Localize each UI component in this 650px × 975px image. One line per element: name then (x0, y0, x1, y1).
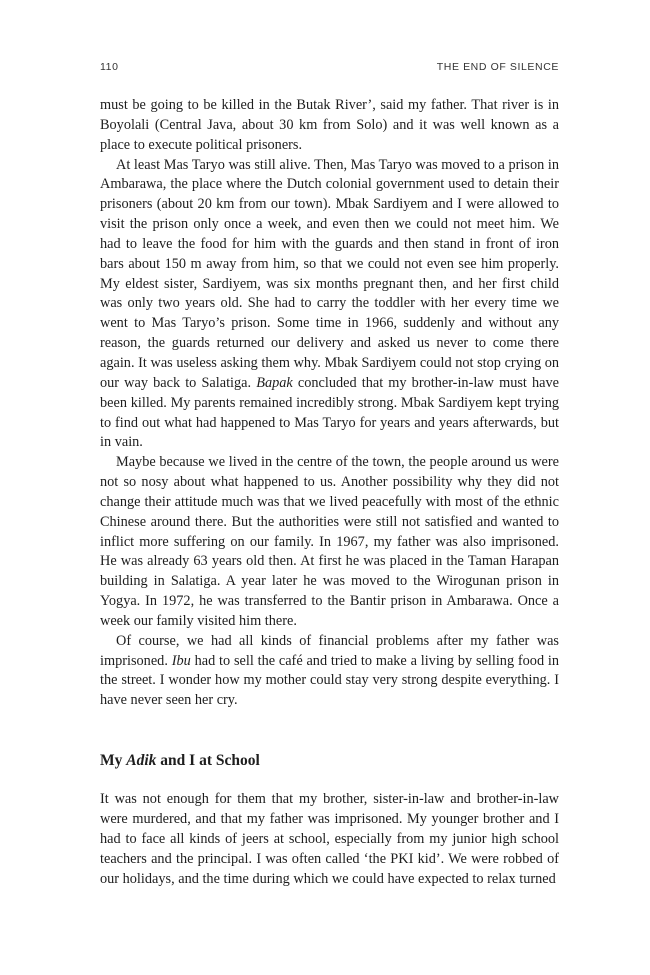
paragraph-4 (100, 632, 559, 711)
paragraph-5: It was not enough for them that my brother, sister-in-law and brother-in-law were murdered, and that my father was imprisoned. My younger brother and I had to face all kinds of jeers at school, especially from my junior high school teachers and the principal. I was often called ‘the PKI kid’. We were robbed of our holidays, and the time during which we could have expected to relax turned (100, 791, 559, 887)
paragraph-2 (100, 156, 559, 454)
paragraph-4-text-b: had to sell the café and tried to make a living by selling food in the street. I wonder how my mother could stay very strong despite everything. I have never seen her cry. (100, 652, 560, 709)
section-heading (100, 751, 559, 771)
paragraph-1: must be going to be killed in the Butak River’, said my father. That river is in Boyolali (Central Java, about 30 km from Solo) and it was well known as a place to execute political prisoners. (100, 97, 559, 153)
paragraph-2-text-b: concluded that my brother-in-law must have been killed. My parents remained incredibly strong. Mbak Sardiyem kept trying to find out what had happened to Mas Taryo for years and years afterwards, but in vain. (100, 374, 559, 451)
running-title: THE END OF SILENCE (436, 61, 559, 73)
paragraph-2-italic: Bapak (256, 374, 293, 391)
paragraph-4-text-a: Of course, we had all kinds of financial problems after my father was imprisoned. (100, 632, 559, 669)
paragraph-4-italic: Ibu (171, 652, 191, 669)
section-heading-b: and I at School (160, 752, 260, 770)
section-heading-italic: Adik (126, 752, 157, 770)
running-head (100, 61, 559, 75)
paragraph-3: Maybe because we lived in the centre of the town, the people around us were not so nosy about what happened to us. Another possibility why they did not change their attitude much was that we lived peacefully with most of the ethnic Chinese around there. But the authorities were still not satisfied and wanted to inflict more suffering on our family. In 1967, my father was also imprisoned. He was already 63 years old then. At first he was placed in the Taman Harapan building in Salatiga. A year later he was moved to the Wirogunan prison in Yogya. In 1972, he was transferred to the Bantir prison in Ambarawa. Once a week our family visited him there. (100, 454, 559, 629)
paragraph-2-text-a: At least Mas Taryo was still alive. Then, Mas Taryo was moved to a prison in Ambarawa, the place where the Dutch colonial government used to detain their prisoners (about 20 km from our town). Mbak Sardiyem and I were allowed to visit the prison only once a week, and even then we could not meet him. We had to leave the food for him with the guards and then stand in front of iron bars about 150 m away from him, so that we could not even see him properly. My eldest sister, Sardiyem, was six months pregnant then, and her first child was only two years old. She had to carry the toddler with her every time we went to Mas Taryo’s prison. Some time in 1966, suddenly and without any reason, the guards returned our delivery and asked us never to come there again. It was useless asking them why. Mbak Sardiyem could not stop crying on our way back to Salatiga. (100, 156, 559, 391)
section-heading-a: My (100, 752, 123, 770)
page-number: 110 (100, 61, 119, 73)
body-text (100, 96, 559, 889)
